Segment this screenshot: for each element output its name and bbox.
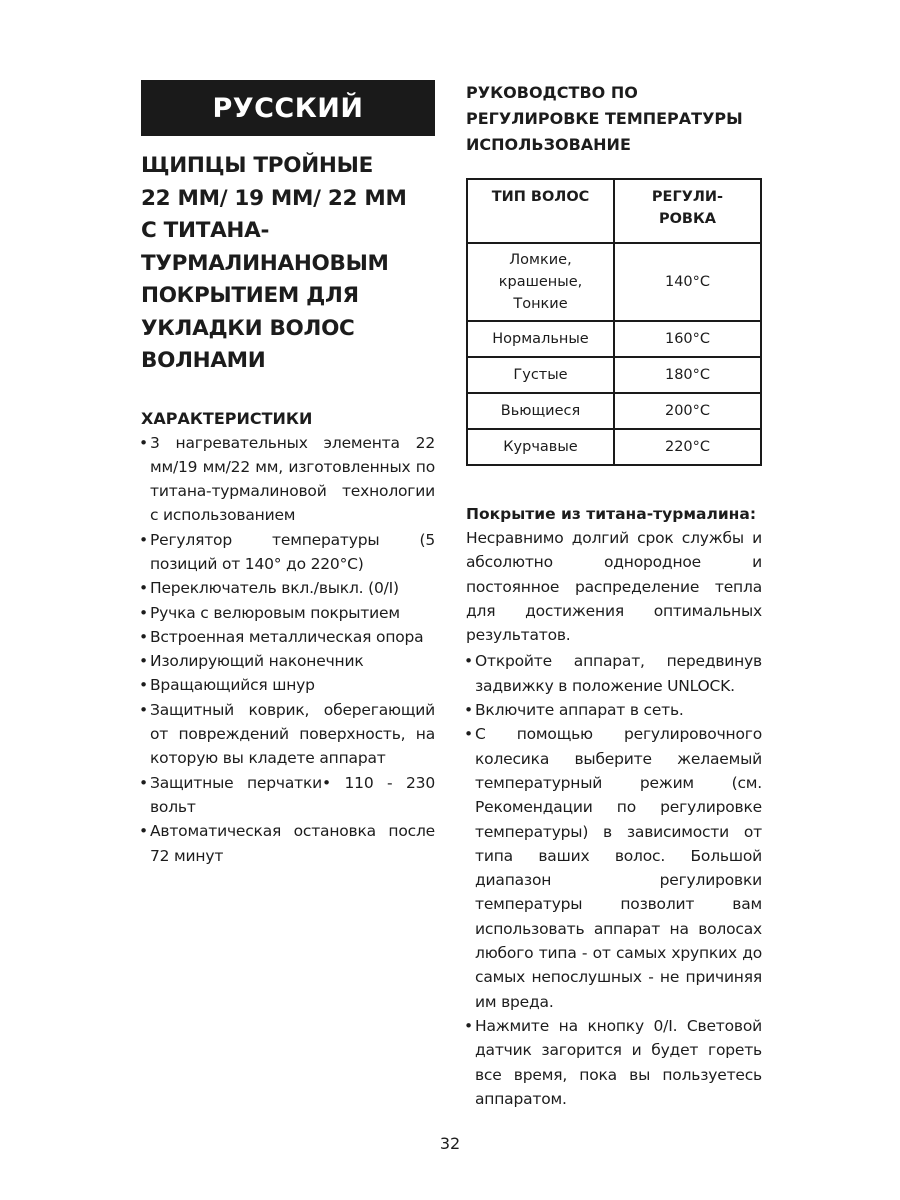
list-item: • Изолирующий наконечник <box>141 649 435 673</box>
page-number: 32 <box>439 1134 461 1153</box>
title-line: ВОЛНАМИ <box>141 348 266 373</box>
list-item: • Включите аппарат в сеть. <box>466 698 762 722</box>
temperature-cell: 180°C <box>614 357 761 393</box>
list-item: • Защитный коврик, оберегающий от повреждений поверхность, на которую вы кладете аппарат <box>141 698 435 771</box>
temperature-cell: 220°C <box>614 429 761 465</box>
title-line: ТУРМАЛИНАНОВЫМ <box>141 250 389 276</box>
list-item: • 3 нагревательных элемента 22 мм/19 мм/22 мм, изготовленных по титана-турмалиновой технологии с использованием <box>141 431 435 528</box>
hair-type-cell: Густые <box>467 357 614 393</box>
table-row <box>467 393 761 429</box>
features-heading: ХАРАКТЕРИСТИКИ <box>141 408 313 428</box>
list-item: • Нажмите на кнопку 0/I. Световой датчик загорится и будет гореть все время, пока вы пользуетесь аппаратом. <box>466 1014 762 1111</box>
title-line: ЩИПЦЫ ТРОЙНЫЕ <box>141 153 373 178</box>
title-line: УКЛАДКИ ВОЛОС <box>141 315 355 341</box>
hair-type-cell: Нормальные <box>467 321 614 357</box>
list-item: • Ручка с велюровым покрытием <box>141 601 435 625</box>
coating-section <box>466 502 762 647</box>
heading-line: РУКОВОДСТВО ПО <box>466 83 638 102</box>
title-line: ПОКРЫТИЕМ ДЛЯ <box>141 283 359 308</box>
temperature-cell: 140°C <box>614 243 761 321</box>
right-column <box>466 80 762 1111</box>
table-row <box>467 429 761 465</box>
table-row <box>467 321 761 357</box>
table-row <box>467 357 761 393</box>
heading-line: РЕГУЛИРОВКЕ ТЕМПЕРАТУРЫ <box>466 109 743 128</box>
table-row <box>467 243 761 321</box>
list-item: • Защитные перчатки• 110 - 230 вольт <box>141 771 435 820</box>
list-item: • Вращающийся шнур <box>141 673 435 697</box>
list-item: • Встроенная металлическая опора <box>141 625 435 649</box>
language-label: РУССКИЙ <box>212 92 364 124</box>
list-item: • Откройте аппарат, передвинув задвижку в положение UNLOCK. <box>466 649 762 698</box>
title-line: 22 ММ/ 19 ММ/ 22 ММ <box>141 185 407 211</box>
product-title <box>141 150 435 378</box>
coating-description: Несравнимо долгий срок службы и абсолютно однородное и постоянное распределение тепла для достижения оптимальных результатов. <box>466 529 762 645</box>
temperature-cell: 200°C <box>614 393 761 429</box>
list-item: • Регулятор температуры (5 позиций от 140° до 220°С) <box>141 528 435 577</box>
temperature-table <box>466 178 762 466</box>
list-item: • С помощью регулировочного колесика выберите желаемый температурный режим (см. Рекомендации по регулировке температуры) в зависимости от типа ваших волос. Большой диапазон регулировки температуры позволит вам использовать аппарат на волосах любого типа - от самых хрупких до самых непослушных - не причиняя им вреда. <box>466 722 762 1014</box>
temperature-guide-heading <box>466 80 762 158</box>
column-header-hair-type: ТИП ВОЛОС <box>467 179 614 243</box>
left-column <box>141 80 435 868</box>
title-line: С ТИТАНА- <box>141 218 270 243</box>
heading-line: ИСПОЛЬЗОВАНИЕ <box>466 135 631 154</box>
language-banner <box>141 80 435 136</box>
temperature-cell: 160°C <box>614 321 761 357</box>
list-item: • Переключатель вкл./выкл. (0/I) <box>141 576 435 600</box>
list-item: • Автоматическая остановка после 72 минут <box>141 819 435 868</box>
table-header-row <box>467 179 761 243</box>
coating-heading: Покрытие из титана-турмалина: <box>466 505 757 523</box>
instructions-list <box>466 649 762 1111</box>
column-header-setting: РЕГУЛИ- РОВКА <box>614 179 761 243</box>
hair-type-cell: Ломкие, крашеные, Тонкие <box>467 243 614 321</box>
hair-type-cell: Вьющиеся <box>467 393 614 429</box>
hair-type-cell: Курчавые <box>467 429 614 465</box>
features-list <box>141 431 435 868</box>
